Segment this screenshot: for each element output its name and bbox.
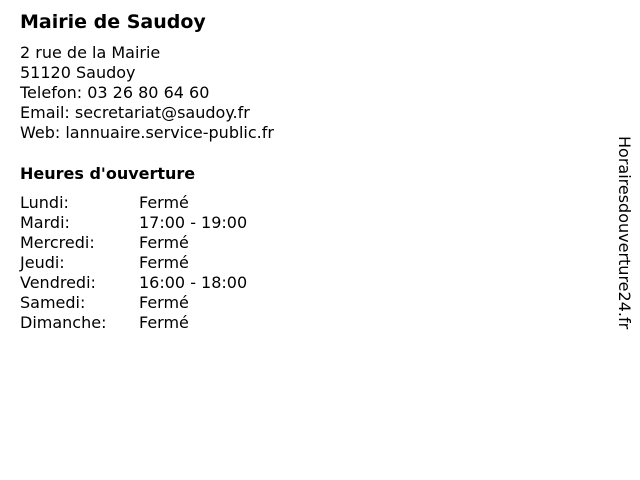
day-label: Mercredi: <box>20 233 95 252</box>
day-label: Jeudi: <box>20 253 65 272</box>
street-address: 2 rue de la Mairie <box>20 43 161 62</box>
hours-value: 17:00 - 19:00 <box>139 213 248 232</box>
page-title: Mairie de Saudoy <box>20 11 206 33</box>
opening-hours-title: Heures d'ouverture <box>20 164 196 183</box>
day-label: Vendredi: <box>20 273 96 292</box>
website-line: Web: lannuaire.service-public.fr <box>20 123 274 142</box>
email-line: Email: secretariat@saudoy.fr <box>20 103 250 122</box>
hours-value: 16:00 - 18:00 <box>139 273 248 292</box>
site-credit: Horairesdouverture24.fr <box>615 136 634 330</box>
hours-value: Fermé <box>139 253 189 272</box>
address-block <box>20 43 274 143</box>
day-label: Mardi: <box>20 213 70 232</box>
day-label: Samedi: <box>20 293 86 312</box>
phone-line: Telefon: 03 26 80 64 60 <box>20 83 210 102</box>
hours-value: Fermé <box>139 233 189 252</box>
hours-value: Fermé <box>139 313 189 332</box>
hours-value: Fermé <box>139 193 189 212</box>
day-label: Dimanche: <box>20 313 107 332</box>
postal-city: 51120 Saudoy <box>20 63 136 82</box>
hours-value: Fermé <box>139 293 189 312</box>
day-label: Lundi: <box>20 193 69 212</box>
